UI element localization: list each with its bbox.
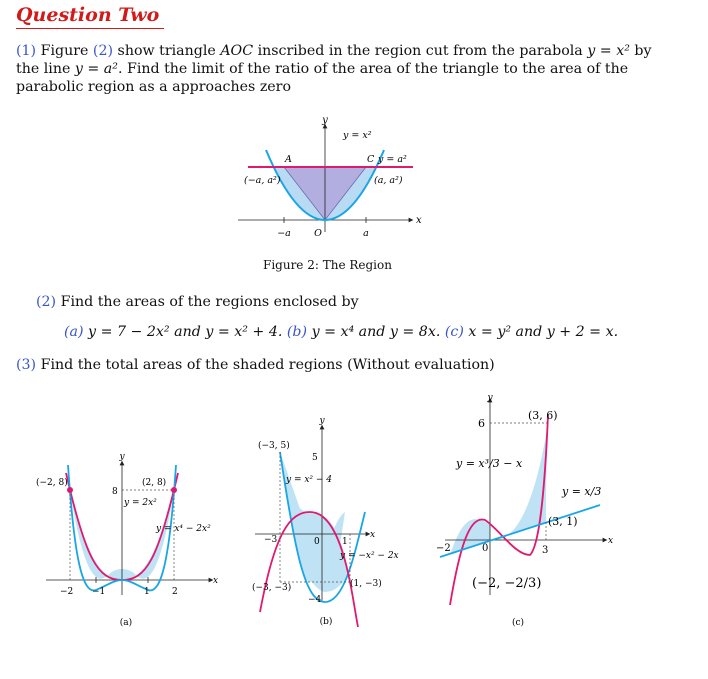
fig2-point-a: A — [285, 154, 292, 165]
figa-point-left: (−2, 8) — [36, 478, 68, 488]
q2-part-b-label: (b) — [286, 324, 308, 340]
q2-number: (2) — [36, 294, 57, 310]
figb-point-br: (1, −3) — [350, 579, 382, 589]
figa-tick-neg1: −1 — [92, 587, 106, 597]
question-1-line-2 — [16, 61, 696, 78]
figb-tick-5: 5 — [312, 453, 318, 463]
question-2-parts — [64, 324, 618, 341]
fig2-point-left: (−a, a²) — [244, 175, 281, 186]
q1-line2-a: the line — [16, 61, 71, 77]
q1-line-eq: y = a² — [74, 61, 118, 77]
figa-tick-8: 8 — [112, 487, 118, 497]
figc-tick-0: 0 — [482, 543, 489, 554]
q1-triangle-name: AOC — [220, 43, 254, 59]
figa-tick-1: 1 — [144, 587, 150, 597]
figc-curve2-label: y = x/3 — [562, 485, 602, 498]
figc-point-mid: (3, 1) — [548, 515, 578, 528]
figb-tick-0: 0 — [314, 537, 320, 547]
figure-a — [36, 445, 226, 635]
figa-tick-neg2: −2 — [60, 587, 74, 597]
figb-tick-neg4: −4 — [308, 595, 322, 605]
figa-y-axis: y — [119, 452, 125, 462]
figa-x-axis: x — [213, 576, 219, 586]
figure-b — [250, 412, 425, 637]
figc-tick-neg2: −2 — [436, 543, 451, 554]
fig2-y-axis-label: y — [322, 115, 328, 126]
fig2-origin: O — [314, 228, 322, 239]
fig2-tick-neg-a: −a — [277, 228, 291, 239]
figb-tick-1: 1 — [342, 537, 348, 547]
figa-caption: (a) — [119, 618, 133, 628]
figc-curve1-label: y = x³/3 − x — [456, 457, 523, 470]
figb-point-bl: (−3, −3) — [252, 583, 292, 593]
figc-point-top: (3, 6) — [528, 409, 558, 422]
figb-point-top: (−3, 5) — [258, 441, 290, 451]
q1-text-2: show triangle — [117, 43, 216, 59]
figa-point-right: (2, 8) — [142, 478, 167, 488]
question-1 — [16, 43, 696, 60]
figc-x-axis: x — [608, 536, 614, 546]
figure-2-caption: Figure 2: The Region — [263, 258, 392, 272]
fig2-line-label: y = a² — [378, 154, 407, 165]
figc-y-axis: y — [487, 395, 493, 403]
figure-c — [430, 395, 705, 640]
figb-curve1-label: y = x² − 4 — [286, 475, 333, 485]
figb-y-axis: y — [319, 416, 325, 426]
fig2-x-axis-label: x — [416, 215, 422, 226]
fig2-parabola-label: y = x² — [343, 130, 372, 141]
fig2-tick-a: a — [363, 228, 369, 239]
figc-tick-6: 6 — [478, 417, 485, 430]
figb-tick-neg3: −3 — [264, 535, 278, 545]
q2-part-c-label: (c) — [444, 324, 464, 340]
section-title: Question Two — [16, 4, 164, 29]
question-2 — [36, 294, 359, 311]
q1-text-5: by — [634, 43, 652, 59]
figb-curve2-label: y = −x² − 2x — [340, 551, 399, 561]
figa-tick-2: 2 — [172, 587, 178, 597]
q1-text-1: Figure — [40, 43, 89, 59]
figb-x-axis: x — [370, 530, 376, 540]
figure-2-region — [228, 112, 428, 244]
q3-number: (3) — [16, 357, 37, 373]
q1-figure-ref: (2) — [92, 43, 114, 59]
q3-text: Find the total areas of the shaded regions (Without evaluation) — [40, 357, 495, 373]
figb-caption: (b) — [319, 617, 333, 627]
question-3 — [16, 357, 495, 374]
q2-text: Find the areas of the regions enclosed by — [60, 294, 359, 310]
q1-number: (1) — [16, 43, 37, 59]
q2-part-a-eq: y = 7 − 2x² and y = x² + 4. — [88, 324, 283, 340]
figa-curve1-label: y = 2x² — [124, 498, 157, 508]
q2-part-b-eq: y = x⁴ and y = 8x. — [311, 324, 441, 340]
q1-text-4: inscribed in the region cut from the parabola — [257, 43, 583, 59]
q1-line2-b: . Find the limit of the ratio of the area of the triangle to the area of the — [117, 61, 629, 77]
fig2-point-right: (a, a²) — [374, 175, 403, 186]
q2-part-a-label: (a) — [64, 324, 84, 340]
figa-curve2-label: y = x⁴ − 2x² — [156, 524, 211, 534]
q2-part-c-eq: x = y² and y + 2 = x. — [468, 324, 619, 340]
figc-tick-3: 3 — [542, 545, 549, 556]
q1-parabola-eq: y = x² — [587, 43, 630, 59]
question-1-line-3: parabolic region as a approaches zero — [16, 79, 292, 95]
fig2-point-c: C — [367, 154, 375, 165]
figc-point-low: (−2, −2/3) — [472, 576, 542, 591]
figc-caption: (c) — [511, 618, 525, 628]
